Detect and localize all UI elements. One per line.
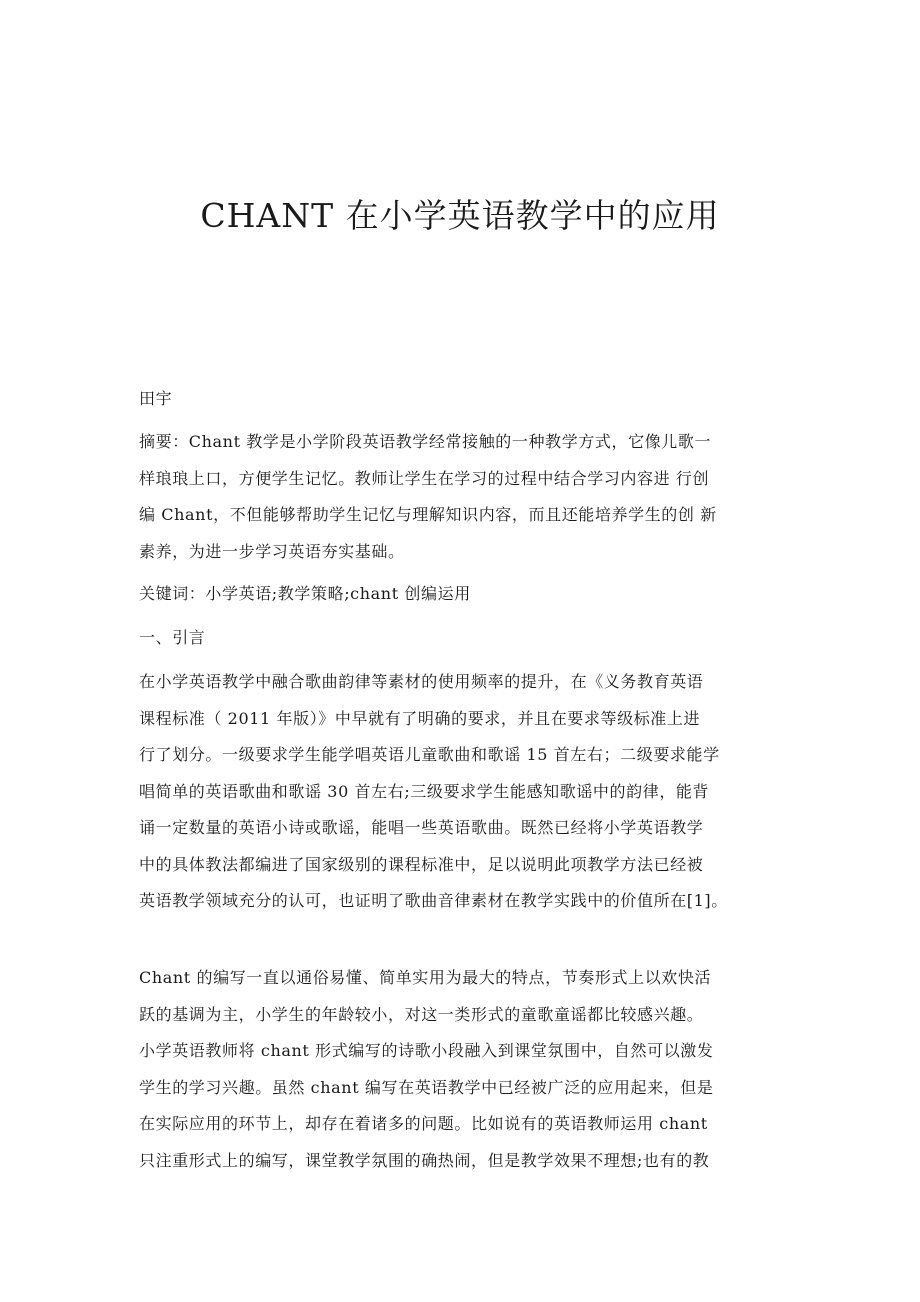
paragraph-line: 唱简单的英语歌曲和歌谣 30 首左右;三级要求学生能感知歌谣中的韵律，能背 [139,781,710,801]
abstract-line: 样琅琅上口，方便学生记忆。教师让学生在学习的过程中结合学习内容进 行创 [139,468,710,488]
abstract-line: 摘要：Chant 教学是小学阶段英语教学经常接触的一种教学方式，它像儿歌一 [139,432,712,451]
paragraph-line: 学生的学习兴趣。虽然 chant 编写在英语教学中已经被广泛的应用起来，但是 [139,1077,714,1097]
paragraph-line: 英语教学领域充分的认可，也证明了歌曲音律素材在教学实践中的价值所在[1]。 [139,891,728,910]
paragraph-line: 行了划分。一级要求学生能学唱英语儿童歌曲和歌谣 15 首左右；二级要求能学 [139,745,720,764]
abstract-line: 编 Chant，不但能够帮助学生记忆与理解知识内容，而且还能培养学生的创 新 [139,505,717,524]
abstract [139,424,789,570]
paragraph-line: 课程标准（ 2011 年版）》中早就有了明确的要求，并且在要求等级标准上进 [139,708,701,728]
section-heading [139,620,789,657]
paragraph-line: 只注重形式上的编写，课堂教学氛围的确热闹，但是教学效果不理想;也有的教 [139,1150,710,1170]
paragraph-line: 跃的基调为主，小学生的年龄较小，对这一类形式的童歌童谣都比较感兴趣。 [139,1004,704,1024]
section-heading-line: 一、引言 [139,628,206,647]
document-title: CHANT 在小学英语教学中的应用 [200,196,720,235]
paragraph-line: 在实际应用的环节上，却存在着诸多的问题。比如说有的英语教师运用 chant [139,1114,708,1133]
paragraph-line: 小学英语教师将 chant 形式编写的诗歌小段融入到课堂氛围中，自然可以激发 [139,1041,714,1060]
author-line: 田宇 [139,389,173,408]
paragraph-line: Chant 的编写一直以通俗易懂、简单实用为最大的特点，节奏形式上以欢快活 [139,968,712,987]
paragraph-2 [139,960,789,1179]
keywords [139,576,789,613]
keywords-line: 关键词：小学英语;教学策略;chant 创编运用 [139,584,471,603]
paragraph-line: 在小学英语教学中融合歌曲韵律等素材的使用频率的提升，在《义务教育英语 [139,672,704,691]
author-name [139,381,789,418]
paragraph-line: 诵一定数量的英语小诗或歌谣，能唱一些英语歌曲。既然已经将小学英语教学 [139,818,704,837]
paragraph-line: 中的具体教法都编进了国家级别的课程标准中，足以说明此项教学方法已经被 [139,854,704,874]
paragraph-1 [139,664,789,920]
abstract-line: 素养，为进一步学习英语夯实基础。 [139,541,405,561]
